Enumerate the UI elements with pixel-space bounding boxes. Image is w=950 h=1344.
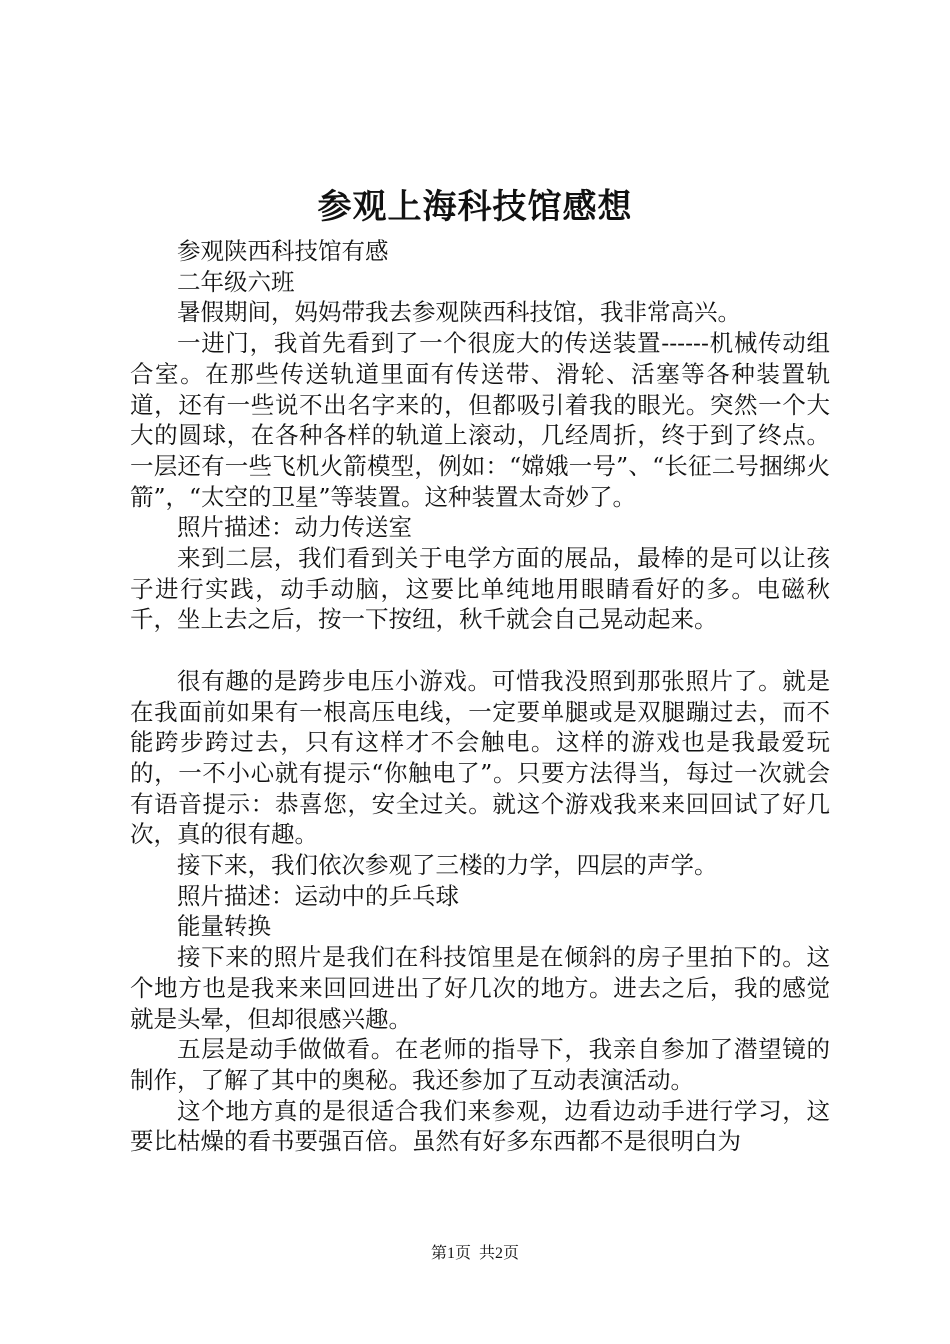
paragraph: 来到二层，我们看到关于电学方面的展品，最棒的是可以让孩子进行实践，动手动脑，这要比单纯地用眼睛看好的多。电磁秋千，坐上去之后，按一下按纽，秋千就会自己晃动起来。 bbox=[130, 544, 830, 634]
paragraph: 一进门，我首先看到了一个很庞大的传送装置------机械传动组合室。在那些传送轨道里面有传送带、滑轮、活塞等各种装置轨道，还有一些说不出名字来的，但都吸引着我的眼光。突然一个大大的圆球，在各种各样的轨道上滚动，几经周折，终于到了终点。一层还有一些飞机火箭模型，例如：“嫦娥一号”、“长征二号捆绑火箭”，“太空的卫星”等装置。这种装置太奇妙了。 bbox=[130, 329, 830, 511]
page-number-total: 共2页 bbox=[479, 1245, 520, 1262]
blank-line bbox=[130, 635, 830, 666]
paragraph: 接下来的照片是我们在科技馆里是在倾斜的房子里拍下的。这个地方也是我来来回回进出了好几次的地方。进去之后，我的感觉就是头晕，但却很感兴趣。 bbox=[130, 943, 830, 1033]
paragraph: 这个地方真的是很适合我们来参观，边看边动手进行学习，这要比枯燥的看书要强百倍。虽然有好多东西都不是很明白为 bbox=[130, 1096, 830, 1156]
paragraph-class: 二年级六班 bbox=[177, 267, 295, 296]
paragraph: 能量转换 bbox=[177, 912, 271, 941]
paragraph: 很有趣的是跨步电压小游戏。可惜我没照到那张照片了。就是在我面前如果有一根高压电线，一定要单腿或是双腿蹦过去，而不能跨步跨过去，只有这样才不会触电。这样的游戏也是我最爱玩的，一不小心就有提示“你触电了”。只要方法得当，每过一次就会有语音提示：恭喜您，安全过关。就这个游戏我来来回回试了好几次，真的很有趣。 bbox=[130, 666, 830, 849]
page-number-current: 第1页 bbox=[430, 1245, 471, 1262]
paragraph: 五层是动手做做看。在老师的指导下，我亲自参加了潜望镜的制作，了解了其中的奥秘。我还参加了互动表演活动。 bbox=[130, 1035, 830, 1094]
photo-caption: 照片描述：动力传送室 bbox=[177, 513, 412, 542]
paragraph: 暑假期间，妈妈带我去参观陕西科技馆，我非常高兴。 bbox=[177, 298, 741, 327]
photo-caption: 照片描述：运动中的乒乓球 bbox=[177, 881, 459, 910]
page-footer bbox=[0, 1243, 950, 1265]
paragraph: 接下来，我们依次参观了三楼的力学，四层的声学。 bbox=[177, 851, 718, 880]
document-body bbox=[130, 236, 830, 1157]
document-title: 参观上海科技馆感想 bbox=[317, 187, 633, 227]
paragraph-subtitle: 参观陕西科技馆有感 bbox=[177, 237, 389, 265]
